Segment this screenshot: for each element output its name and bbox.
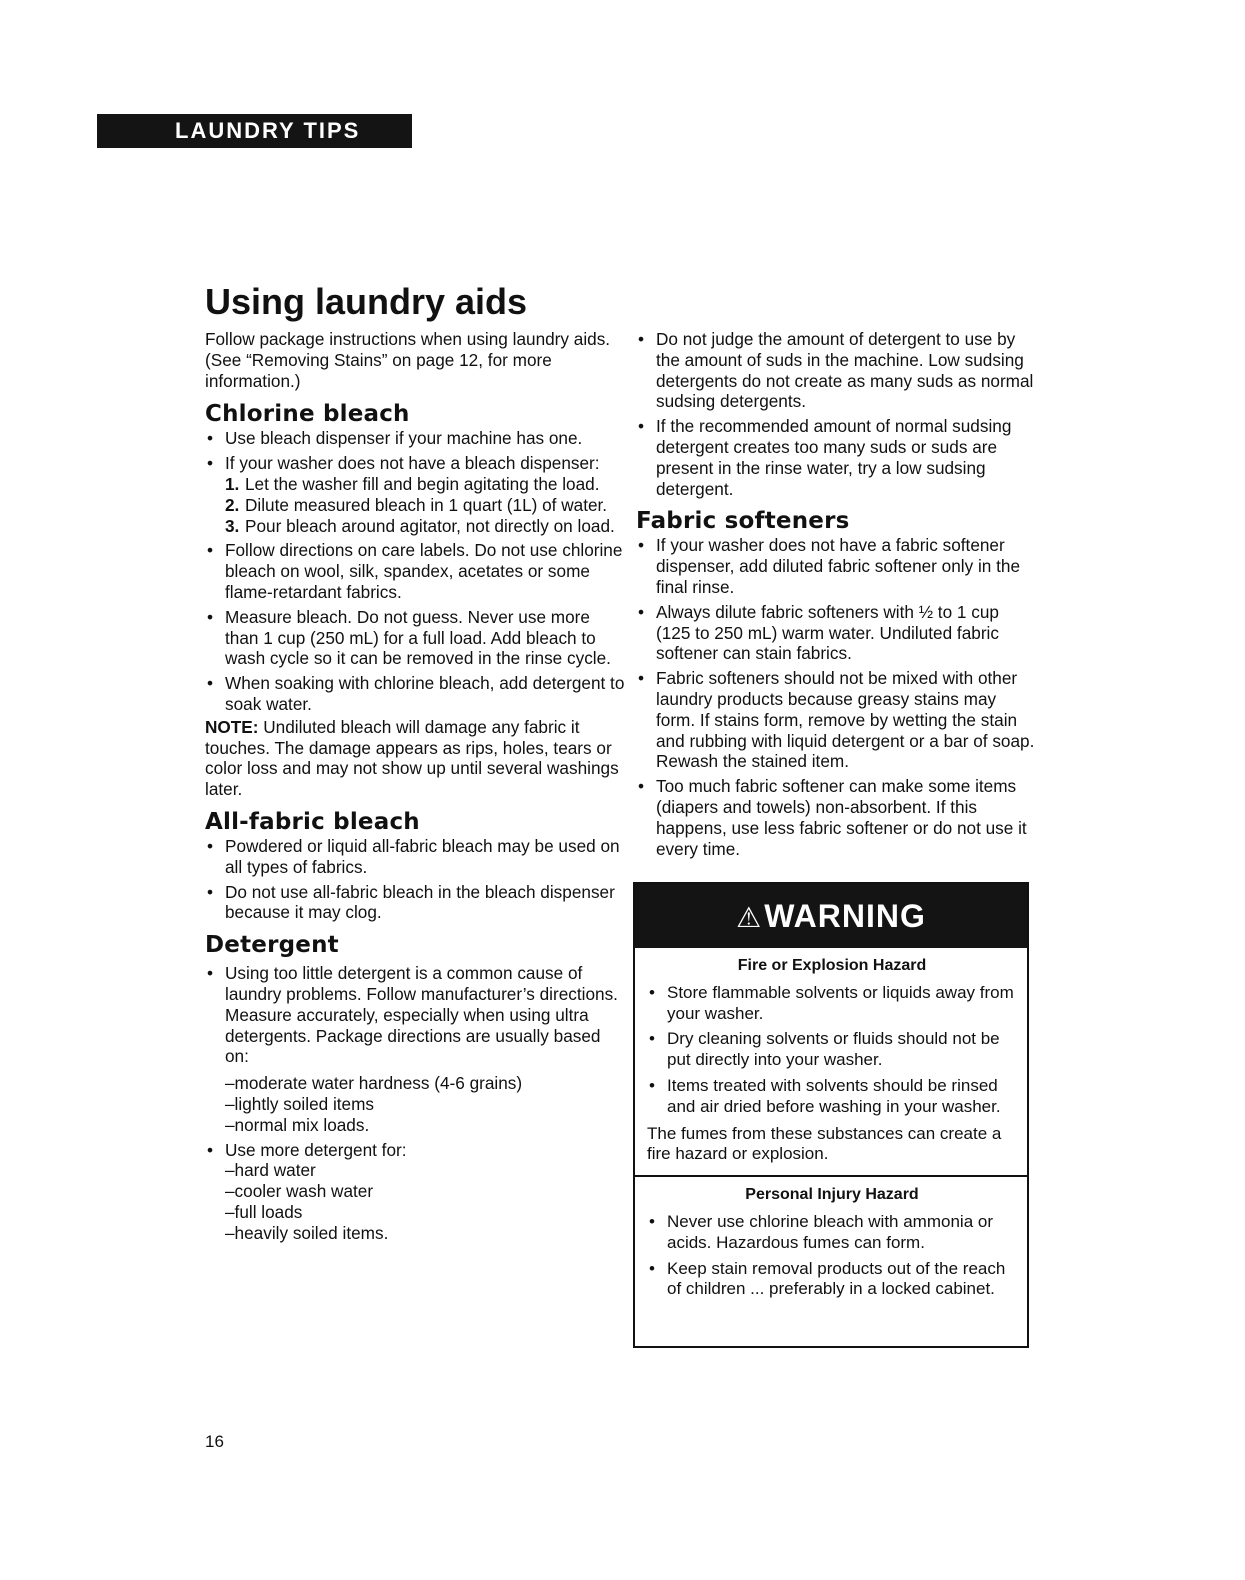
list-item: • When soaking with chlorine bleach, add detergent to soak water. (205, 673, 625, 715)
list-item: • If the recommended amount of normal sudsing detergent creates too many suds or suds are present in the rinse water, try a low sudsing detergent. (636, 416, 1036, 499)
left-column (205, 329, 625, 1243)
note-text: Undiluted bleach will damage any fabric it touches. The damage appears as rips, holes, tears or color loss and may not show up until several washings later. (205, 716, 619, 800)
list-item (205, 1140, 625, 1244)
fire-hazard-list (647, 983, 1017, 1118)
injury-hazard-title: Personal Injury Hazard (745, 1186, 919, 1204)
all-fabric-bleach-heading: All-fabric bleach (205, 808, 420, 835)
warning-triangle-icon: ⚠ (736, 902, 763, 933)
page-title: Using laundry aids (205, 281, 528, 322)
bleach-steps (225, 474, 625, 536)
dash-item: –lightly soiled items (225, 1093, 375, 1114)
step-item (225, 474, 625, 495)
intro-text: Follow package instructions when using laundry aids. (See “Removing Stains” on page 12, for more information.) (205, 329, 611, 391)
injury-hazard-list (647, 1212, 1017, 1300)
bleach-note (205, 717, 625, 800)
list-item (205, 453, 625, 536)
list-item: • Items treated with solvents should be rinsed and air dried before washing in your washer. (647, 1076, 1017, 1118)
list-item: • Powdered or liquid all-fabric bleach may be used on all types of fabrics. (205, 836, 625, 878)
list-item: • Keep stain removal products out of the reach of children ... preferably in a locked cabinet. (647, 1259, 1017, 1301)
note-label: NOTE: (205, 716, 259, 737)
list-item: • If your washer does not have a fabric softener dispenser, add diluted fabric softener only in the final rinse. (636, 535, 1036, 597)
list-item: • Follow directions on care labels. Do not use chlorine bleach on wool, silk, spandex, acetates or some flame-retardant fabrics. (205, 540, 625, 602)
warning-box (633, 882, 1029, 1348)
dash-item: –heavily soiled items. (225, 1222, 389, 1243)
warning-label: WARNING (764, 898, 926, 934)
list-item: • Never use chlorine bleach with ammonia or acids. Hazardous fumes can form. (647, 1212, 1017, 1254)
list-item: • Dry cleaning solvents or fluids should not be put directly into your washer. (647, 1029, 1017, 1071)
list-item-text: Using too little detergent is a common cause of laundry problems. Follow manufacturer’s directions. Measure accurately, especially when using ultra detergents. Package directions are usually based on: (225, 963, 618, 1067)
chlorine-bleach-heading: Chlorine bleach (205, 401, 410, 428)
fabric-softeners-heading: Fabric softeners (636, 508, 850, 535)
fire-hazard-title: Fire or Explosion Hazard (737, 957, 927, 974)
right-column (636, 329, 1036, 859)
step-number: 1. (225, 473, 240, 494)
dash-item: –normal mix loads. (225, 1114, 370, 1135)
fire-hazard-text: The fumes from these substances can create a fire hazard or explosion. (647, 1123, 1002, 1164)
detergent-suds-list (636, 329, 1036, 499)
list-item: • Measure bleach. Do not guess. Never use more than 1 cup (250 mL) for a full load. Add bleach to wash cycle so it can be removed in the rinse cycle. (205, 607, 625, 669)
dash-item: –cooler wash water (225, 1181, 374, 1202)
based-on-list (225, 1073, 625, 1135)
page-number: 16 (205, 1432, 224, 1451)
fabric-softeners-list (636, 535, 1036, 859)
list-item: • Too much fabric softener can make some items (diapers and towels) non-absorbent. If this happens, use less fabric softener or do not use it every time. (636, 776, 1036, 859)
chlorine-bleach-list (205, 428, 625, 714)
step-number: 2. (225, 494, 240, 515)
list-item: • Store flammable solvents or liquids away from your washer. (647, 983, 1017, 1025)
dash-item: –full loads (225, 1201, 303, 1222)
step-text: Dilute measured bleach in 1 quart (1L) of water. (245, 494, 608, 515)
list-item: • Use bleach dispenser if your machine has one. (205, 428, 625, 449)
step-number: 3. (225, 515, 240, 536)
list-item: • Always dilute fabric softeners with ½ to 1 cup (125 to 250 mL) warm water. Undiluted fabric softener can stain fabrics. (636, 602, 1036, 664)
step-text: Let the washer fill and begin agitating the load. (245, 473, 600, 494)
detergent-heading: Detergent (205, 932, 339, 959)
dash-item: –hard water (225, 1160, 316, 1181)
warning-header (635, 884, 1027, 948)
hazard-divider (635, 1175, 1027, 1177)
dash-item: –moderate water hardness (4-6 grains) (225, 1073, 523, 1094)
detergent-list (205, 963, 625, 1243)
section-header-label: LAUNDRY TIPS (175, 118, 361, 143)
list-item-text: Use more detergent for: (225, 1139, 407, 1160)
list-item: • Fabric softeners should not be mixed with other laundry products because greasy stains may form. If stains form, remove by wetting the stain and rubbing with liquid detergent or a bar of soap. Rewash the stained item. (636, 668, 1036, 772)
step-item (225, 516, 625, 537)
more-for-list (225, 1160, 625, 1243)
list-item: • Do not judge the amount of detergent to use by the amount of suds in the machine. Low sudsing detergents do not create as many suds as normal sudsing detergents. (636, 329, 1036, 412)
all-fabric-bleach-list (205, 836, 625, 923)
list-item (205, 963, 625, 1135)
injury-hazard-section (635, 1185, 1027, 1300)
fire-hazard-section (635, 956, 1027, 1165)
step-text: Pour bleach around agitator, not directly on load. (245, 515, 615, 536)
list-item-text: If your washer does not have a bleach dispenser: (225, 453, 600, 474)
step-item (225, 495, 625, 516)
section-header-band (97, 114, 412, 148)
list-item: • Do not use all-fabric bleach in the bleach dispenser because it may clog. (205, 882, 625, 924)
